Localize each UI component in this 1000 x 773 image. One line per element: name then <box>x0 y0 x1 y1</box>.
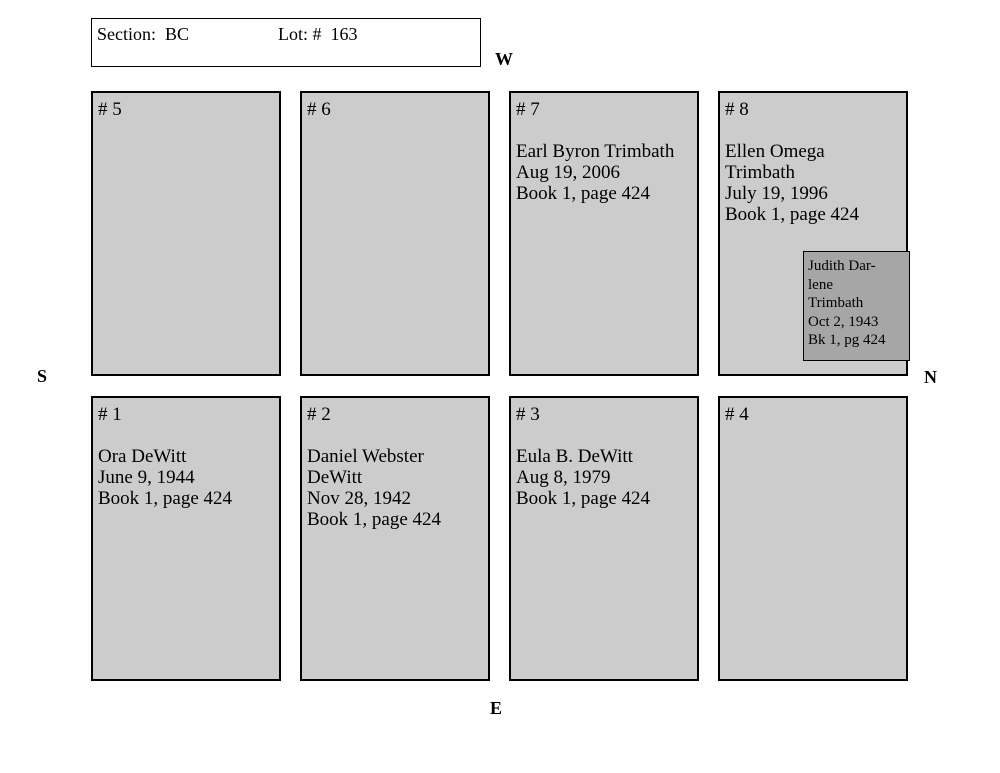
burial-record <box>516 141 693 204</box>
compass-east: E <box>490 698 503 718</box>
plot-number: # 2 <box>307 404 331 425</box>
compass-south: S <box>37 366 48 386</box>
plot-number: # 7 <box>516 99 540 120</box>
burial-name-line-1: Ellen Omega <box>725 141 825 162</box>
plot-number: # 5 <box>98 99 122 120</box>
inset-date: Oct 2, 1943 <box>808 313 879 330</box>
compass-west: W <box>495 49 513 69</box>
burial-book-ref: Book 1, page 424 <box>307 509 442 530</box>
burial-record <box>516 446 693 509</box>
burial-book-ref: Book 1, page 424 <box>98 488 233 509</box>
burial-name: Ora DeWitt <box>98 446 187 467</box>
inset-name-line-1: Judith Dar- <box>808 258 876 274</box>
inset-name-line-2: lene <box>808 276 833 293</box>
burial-book-ref: Book 1, page 424 <box>725 204 860 225</box>
burial-name-line-1: Daniel Webster <box>307 446 424 467</box>
burial-name-line-2: Trimbath <box>725 162 796 183</box>
burial-book-ref: Book 1, page 424 <box>516 183 651 204</box>
plot-6 <box>300 91 490 376</box>
plot-number: # 8 <box>725 99 749 120</box>
plot-1 <box>91 396 281 681</box>
burial-name: Eula B. DeWitt <box>516 446 633 467</box>
burial-name: Earl Byron Trimbath <box>516 141 675 162</box>
lot-label: Lot: # 163 <box>278 24 358 44</box>
burial-name-line-2: DeWitt <box>307 467 363 488</box>
burial-date: Aug 19, 2006 <box>516 162 620 183</box>
inset-name-line-3: Trimbath <box>808 295 864 312</box>
burial-record <box>307 446 484 530</box>
plot-5 <box>91 91 281 376</box>
plot-8 <box>718 91 908 376</box>
plot-number: # 1 <box>98 404 122 425</box>
plot-number: # 3 <box>516 404 540 425</box>
burial-date: July 19, 1996 <box>725 183 828 204</box>
plot-3 <box>509 396 699 681</box>
burial-record <box>98 446 275 509</box>
section-label: Section: BC <box>97 24 190 44</box>
inset-burial-record <box>803 251 910 361</box>
burial-record <box>725 141 902 225</box>
inset-book-ref: Bk 1, pg 424 <box>808 332 886 349</box>
plot-7 <box>509 91 699 376</box>
plot-2 <box>300 396 490 681</box>
burial-date: Nov 28, 1942 <box>307 488 411 509</box>
burial-date: June 9, 1944 <box>98 467 195 488</box>
section-lot-header <box>91 18 481 67</box>
burial-date: Aug 8, 1979 <box>516 467 611 488</box>
compass-north: N <box>924 367 937 387</box>
plot-number: # 4 <box>725 404 749 425</box>
plot-number: # 6 <box>307 99 331 120</box>
plot-4 <box>718 396 908 681</box>
burial-book-ref: Book 1, page 424 <box>516 488 651 509</box>
